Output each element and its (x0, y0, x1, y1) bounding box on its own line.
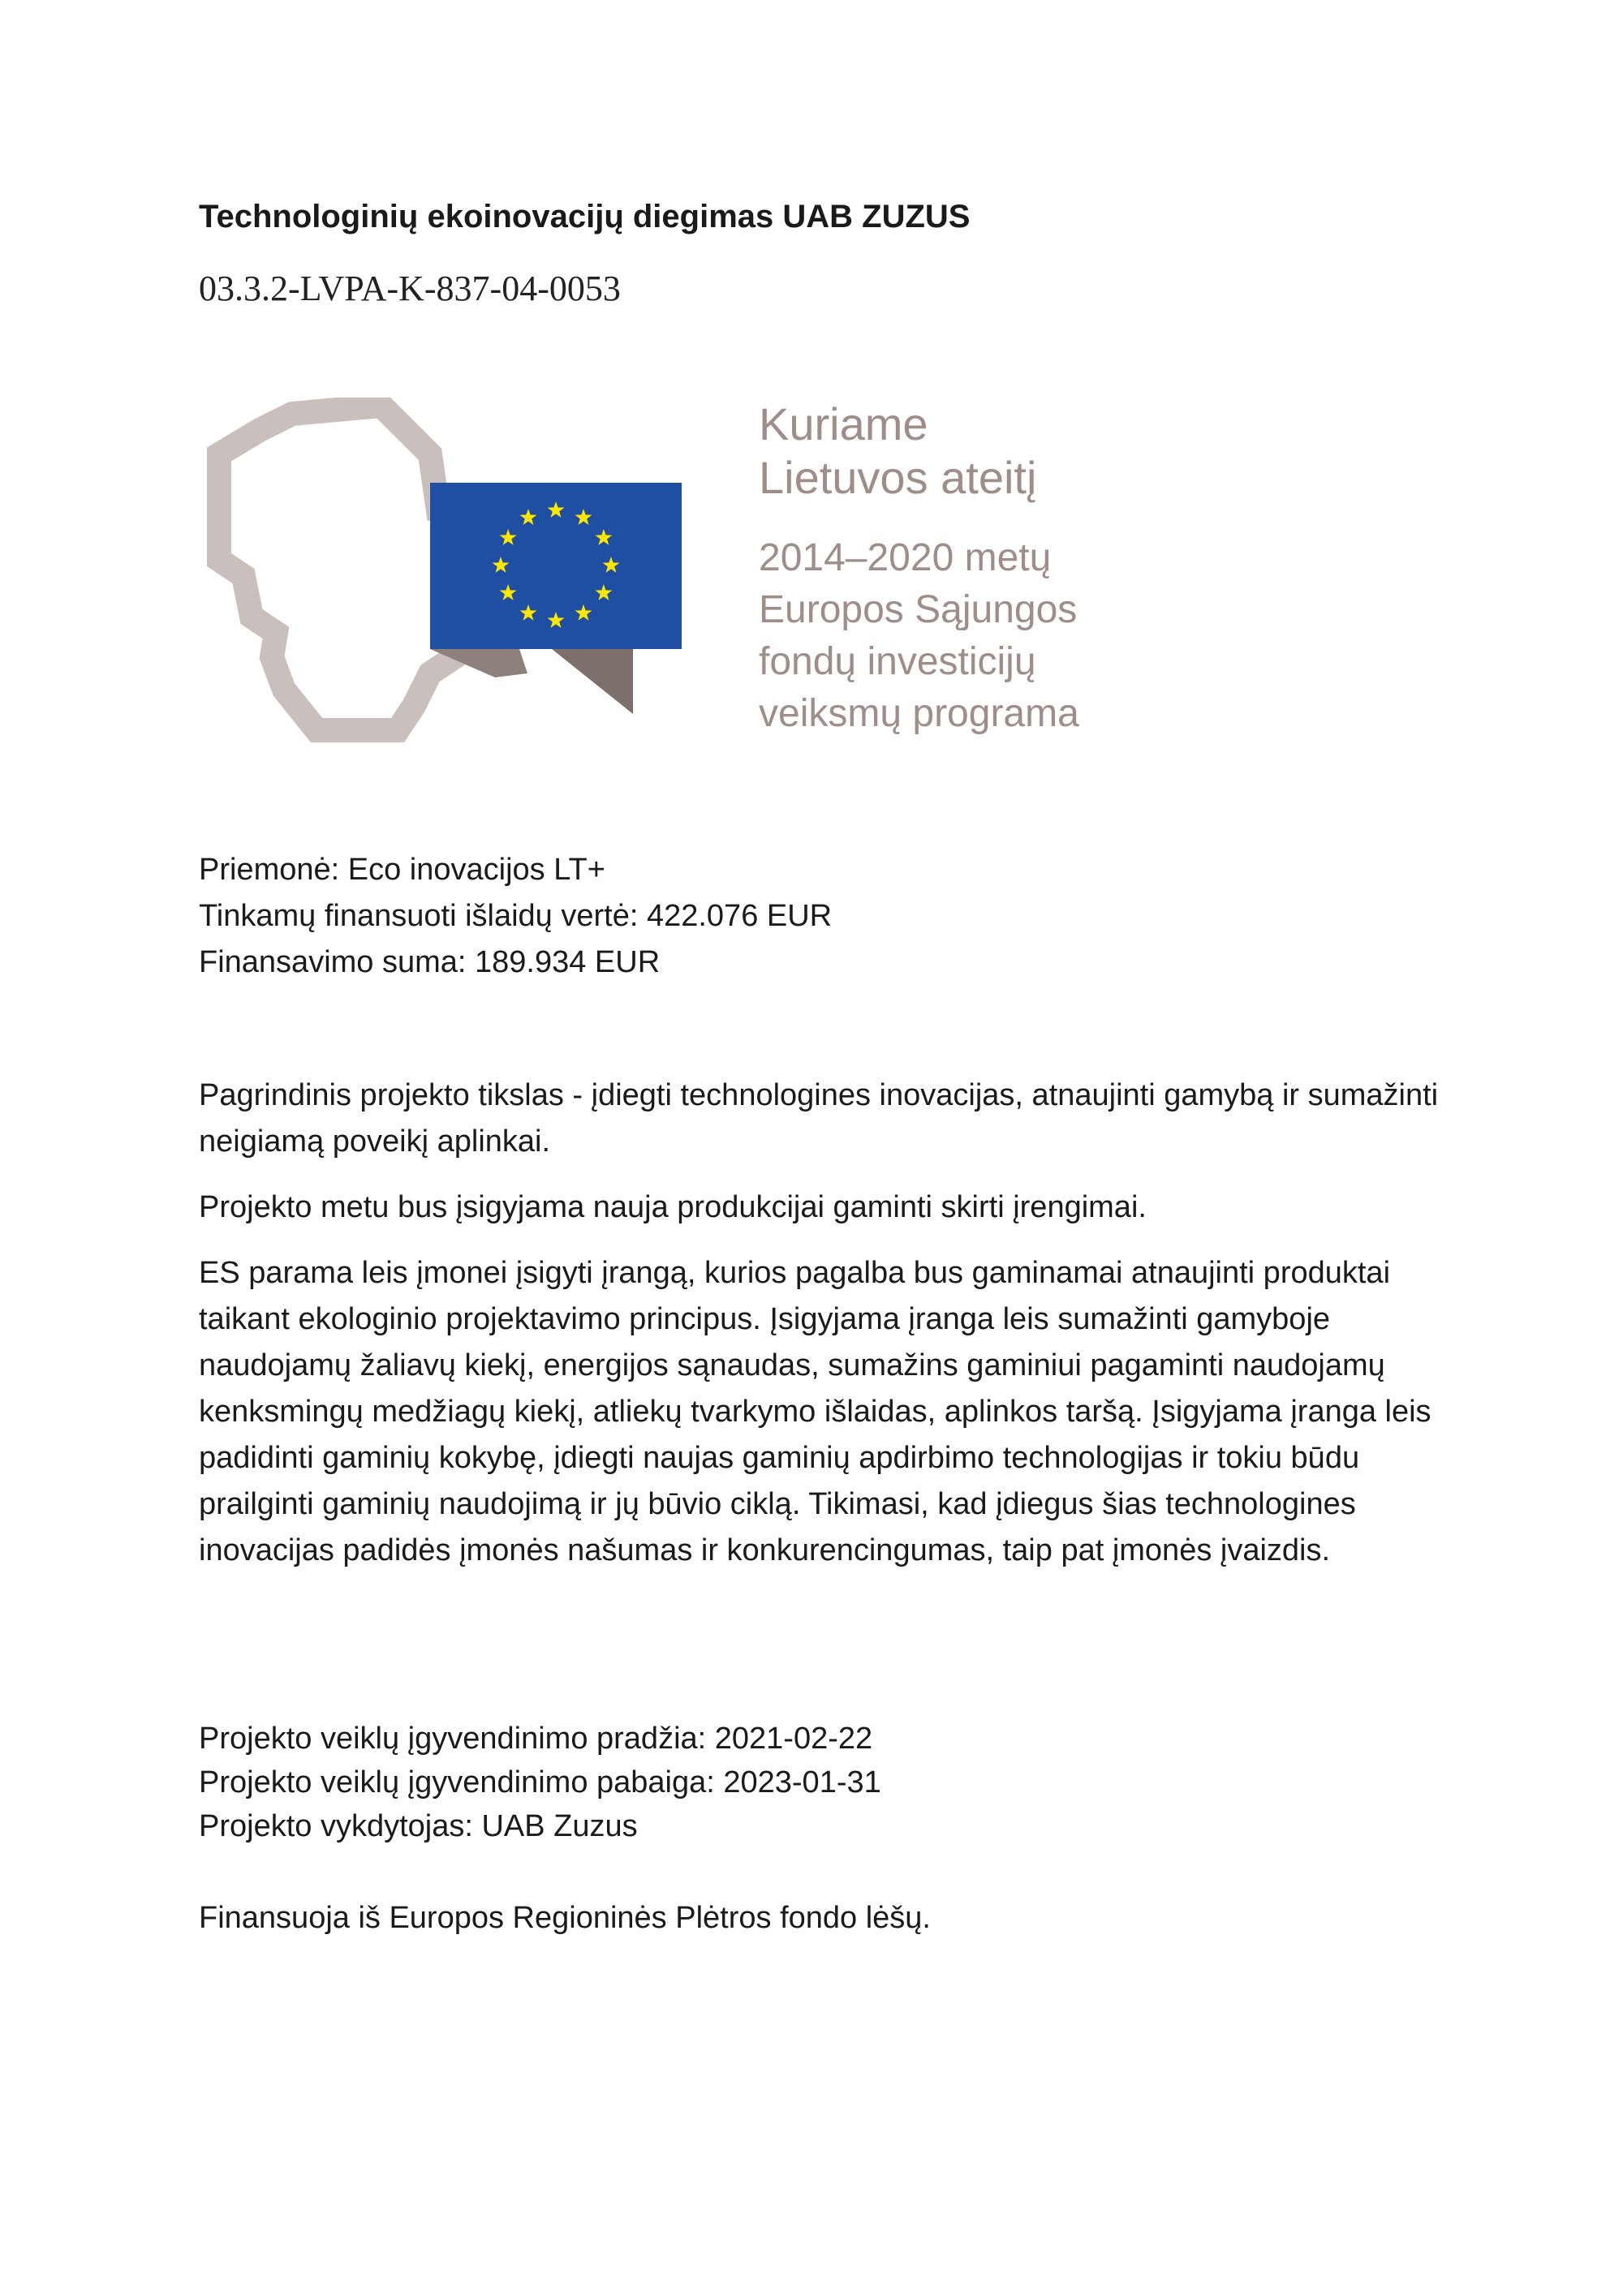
page-title: Technologinių ekoinovacijų diegimas UAB ZUZUS (199, 199, 971, 234)
funding-amount-line: Finansavimo suma: 189.934 EUR (199, 945, 661, 979)
measure-line: Priemonė: Eco inovacijos LT+ (199, 853, 605, 887)
executor-line: Projekto vykdytojas: UAB Zuzus (199, 1809, 638, 1843)
logo-line-6: veiksmų programa (759, 692, 1079, 735)
logo-line-1: Kuriame (759, 398, 928, 449)
description-paragraph-3: ES parama leis įmonei įsigyti įrangą, kurios pagalba bus gaminamai atnaujinti produktai taikant ekologinio projektavimo principus. Įsigyjama įranga leis sumažinti gamyboje naudojamų žaliavų kiekį, energijos sąnaudas, sumažins gaminiui pagaminti naudojamų kenksmingų medžiagų kiekį, atliekų tvarkymo išlaidas, aplinkos taršą. Įsigyjama įranga leis padidinti gaminių kokybę, įdiegti naujas gaminių apdirbimo technologijas ir tokiu būdu prailginti gaminių naudojimą ir jų būvio ciklą. Tikimasi, kad įdiegus šias technologines inovacijas padidės įmonės našumas ir konkurencingumas, taip pat įmonės įvaizdis. (199, 1256, 1431, 1567)
logo-line-2: Lietuvos ateitį (759, 452, 1037, 503)
description-paragraph-1: Pagrindinis projekto tikslas - įdiegti technologines inovacijas, atnaujinti gamybą ir sumažinti neigiamą poveikį aplinkai. (199, 1078, 1439, 1159)
logo-line-3: 2014–2020 metų (759, 536, 1052, 579)
end-date-line: Projekto veiklų įgyvendinimo pabaiga: 2023-01-31 (199, 1765, 881, 1799)
logo-text-block (759, 398, 1079, 740)
flag-shadow-icon (519, 649, 633, 714)
funding-note: Finansuoja iš Europos Regioninės Plėtros fondo lėšų. (199, 1901, 931, 1935)
logo-line-5: fondų investicijų (759, 640, 1036, 683)
eu-funds-logo-graphic (195, 398, 682, 746)
project-info (199, 847, 832, 986)
project-description (199, 1073, 1481, 1593)
logo-line-4: Europos Sąjungos (759, 588, 1078, 631)
eligible-costs-line: Tinkamų finansuoti išlaidų vertė: 422.076 EUR (199, 899, 833, 933)
start-date-line: Projekto veiklų įgyvendinimo pradžia: 2021-02-22 (199, 1722, 873, 1756)
description-paragraph-2: Projekto metu bus įsigyjama nauja produkcijai gaminti skirti įrengimai. (199, 1190, 1147, 1224)
project-code: 03.3.2-LVPA-K-837-04-0053 (199, 269, 621, 308)
project-dates (199, 1717, 881, 1848)
